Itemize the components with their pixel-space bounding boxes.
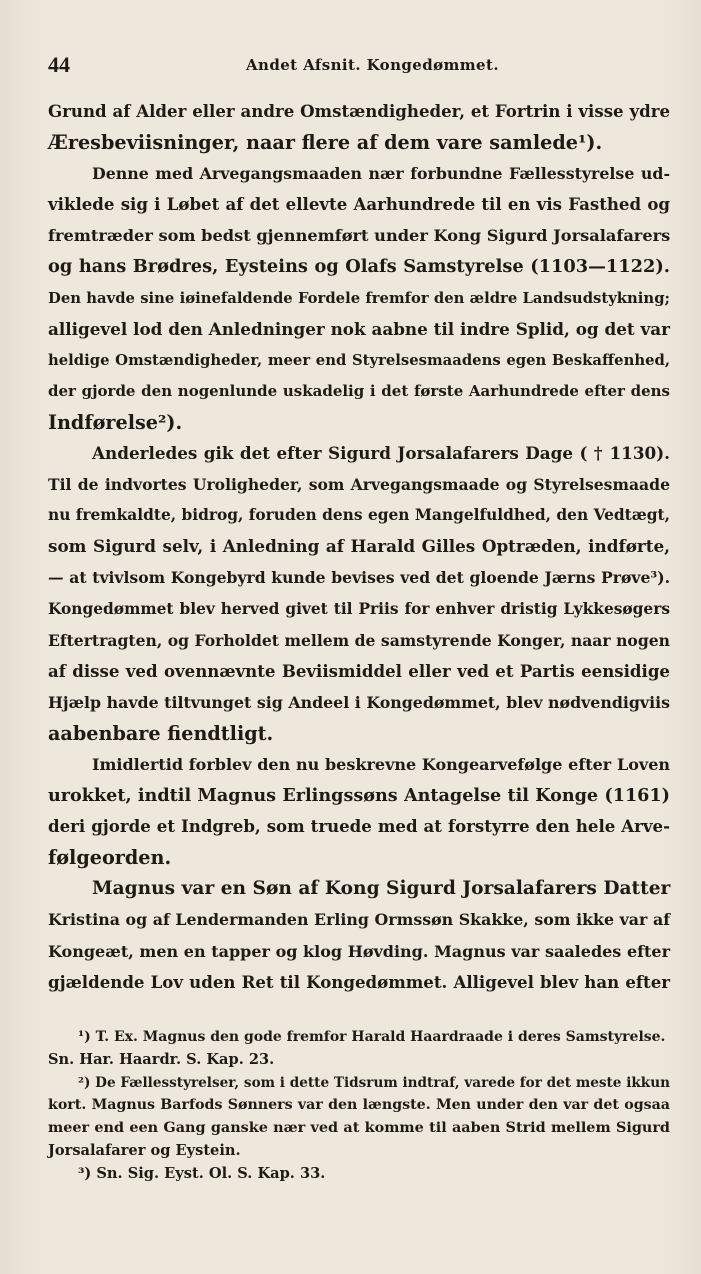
text-line: alligevel lod den Anledninger nok aabne til indre Splid, og det var — [48, 318, 670, 339]
footnote-line: Jorsalafarer og Eystein. — [48, 1141, 241, 1159]
text-line: fremtræder som bedst gjennemført under Kong Sigurd Jorsalafarers — [48, 226, 671, 246]
text-line: Indførelse²). — [48, 410, 183, 434]
text-line: nu fremkaldte, bidrog, foruden dens egen Mangelfuldhed, den Vedtægt, — [48, 506, 670, 525]
text-line: urokket, indtil Magnus Erlingssøns Antagelse til Konge (1161) — [48, 785, 670, 807]
text-line: deri gjorde et Indgreb, som truede med at forstyrre den hele Arve- — [48, 816, 670, 837]
text-line: følgeorden. — [48, 846, 172, 870]
footnote-line: ²) De Fællesstyrelser, som i dette Tidsrum indtraf, varede for det meste ikkun — [78, 1074, 670, 1091]
footnote-line: kort. Magnus Barfods Sønners var den længste. Men under den var det ogsaa — [48, 1097, 670, 1114]
text-line: Kristina og af Lendermanden Erling Ormssøn Skakke, som ikke var af — [48, 910, 670, 930]
text-line: Den havde sine iøinefaldende Fordele fremfor den ældre Landsudstykning; — [48, 289, 670, 307]
text-line: Æresbeviisninger, naar flere af dem vare samlede¹). — [48, 131, 603, 155]
page-header — [48, 52, 670, 78]
paragraph-start-line: Imidlertid forblev den nu beskrevne Kongearvefølge efter Loven — [92, 754, 670, 774]
text-line: heldige Omstændigheder, meer end Styrelsesmaadens egen Beskaffenhed, — [48, 351, 670, 369]
text-line: Til de indvortes Uroligheder, som Arvegangsmaade og Styrelsesmaade — [48, 475, 670, 495]
footnotes — [48, 1026, 670, 1186]
text-line: viklede sig i Løbet af det ellevte Aarhundrede til en vis Fasthed og — [48, 194, 670, 215]
text-line: Kongeæt, men en tapper og klog Høvding. Magnus var saaledes efter — [48, 941, 670, 961]
paragraph-start-line: Anderledes gik det efter Sigurd Jorsalafarers Dage ( † 1130). — [92, 443, 670, 464]
footnote-line: ¹) T. Ex. Magnus den gode fremfor Harald Haardraade i deres Samstyrelse. — [78, 1029, 666, 1045]
body-text — [48, 96, 670, 998]
page-number: 44 — [48, 52, 70, 77]
paragraph-start-line: Magnus var en Søn af Kong Sigurd Jorsalafarers Datter — [92, 878, 671, 900]
footnote-line: Sn. Har. Haardr. S. Kap. 23. — [48, 1050, 275, 1068]
text-line: og hans Brødres, Eysteins og Olafs Samstyrelse (1103—1122). — [48, 256, 670, 278]
footnote-line: ³) Sn. Sig. Eyst. Ol. S. Kap. 33. — [78, 1164, 326, 1182]
text-line: aabenbare fiendtligt. — [48, 721, 274, 745]
text-line: Kongedømmet blev herved givet til Priis for enhver dristig Lykkesøgers — [48, 599, 670, 618]
text-line: Eftertragten, og Forholdet mellem de samstyrende Konger, naar nogen — [48, 630, 670, 650]
paragraph-start-line: Denne med Arvegangsmaaden nær forbundne Fællesstyrelse ud- — [92, 164, 670, 184]
footnote-line: meer end een Gang ganske nær ved at komme til aaben Strid mellem Sigurd — [48, 1119, 670, 1137]
text-line: — at tvivlsom Kongebyrd kunde bevises ved det gloende Jærns Prøve³). — [48, 568, 670, 588]
text-line: som Sigurd selv, i Anledning af Harald Gilles Optræden, indførte, — [48, 536, 670, 557]
text-line: gjældende Lov uden Ret til Kongedømmet. Alligevel blev han efter — [48, 971, 670, 992]
text-line: Grund af Alder eller andre Omstændigheder, et Fortrin i visse ydre — [48, 101, 670, 121]
text-line: Hjælp havde tiltvunget sig Andeel i Kongedømmet, blev nødvendigviis — [48, 692, 670, 712]
text-line: der gjorde den nogenlunde uskadelig i det første Aarhundrede efter dens — [48, 381, 670, 400]
text-line: af disse ved ovennævnte Beviismiddel eller ved et Partis eensidige — [48, 660, 670, 681]
running-head: Andet Afsnit. Kongedømmet. — [246, 56, 499, 74]
